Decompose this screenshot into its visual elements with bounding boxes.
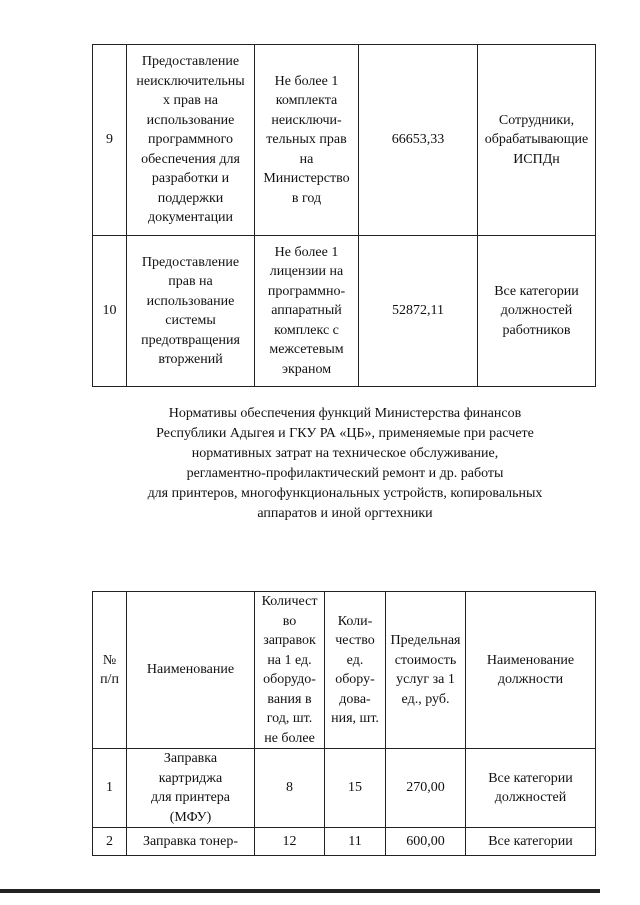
header-name: Наименование	[127, 592, 255, 749]
table-row	[93, 828, 596, 856]
table-header-row	[93, 592, 596, 749]
item-price: 52872,11	[359, 236, 478, 387]
row-number: 9	[93, 45, 127, 236]
row-number: 2	[93, 828, 127, 856]
item-position: Все категории	[466, 828, 596, 856]
item-position: Сотрудники, обрабатывающие ИСПДн	[478, 45, 596, 236]
header-number: № п/п	[93, 592, 127, 749]
item-refills: 12	[255, 828, 325, 856]
page-bottom-rule	[0, 889, 600, 893]
header-refills: Количест во заправок на 1 ед. оборудо- вания в год, шт. не более	[255, 592, 325, 749]
header-position: Наименование должности	[466, 592, 596, 749]
row-number: 1	[93, 749, 127, 828]
table-row	[93, 236, 596, 387]
table-row	[93, 45, 596, 236]
item-position: Все категории должностей работников	[478, 236, 596, 387]
header-price: Предельная стоимость услуг за 1 ед., руб.	[386, 592, 466, 749]
table-row	[93, 749, 596, 828]
item-name: Заправка картриджа для принтера (МФУ)	[127, 749, 255, 828]
item-equipment: 15	[325, 749, 386, 828]
maintenance-norms-table	[92, 591, 596, 856]
item-quantity: Не более 1 комплекта неисключи- тельных прав на Министерство в год	[255, 45, 359, 236]
item-equipment: 11	[325, 828, 386, 856]
section-heading: Нормативы обеспечения функций Министерства финансов Республики Адыгея и ГКУ РА «ЦБ», применяемые при расчете нормативных затрат на техническое обслуживание, регламентно-профилактический ремонт и др. работы для принтеров, многофункциональных устройств, копировальных аппаратов и иной оргтехники	[147, 406, 543, 521]
item-price: 270,00	[386, 749, 466, 828]
header-equipment: Коли- чество ед. обору- дова- ния, шт.	[325, 592, 386, 749]
item-name: Предоставление неисключительны х прав на использование программного обеспечения для разработки и поддержки документации	[127, 45, 255, 236]
item-position: Все категории должностей	[466, 749, 596, 828]
item-price: 66653,33	[359, 45, 478, 236]
item-name: Предоставление прав на использование системы предотвращения вторжений	[127, 236, 255, 387]
item-quantity: Не более 1 лицензии на программно- аппаратный комплекс с межсетевым экраном	[255, 236, 359, 387]
item-refills: 8	[255, 749, 325, 828]
item-price: 600,00	[386, 828, 466, 856]
item-name: Заправка тонер-	[127, 828, 255, 856]
software-rights-table	[92, 44, 596, 387]
row-number: 10	[93, 236, 127, 387]
